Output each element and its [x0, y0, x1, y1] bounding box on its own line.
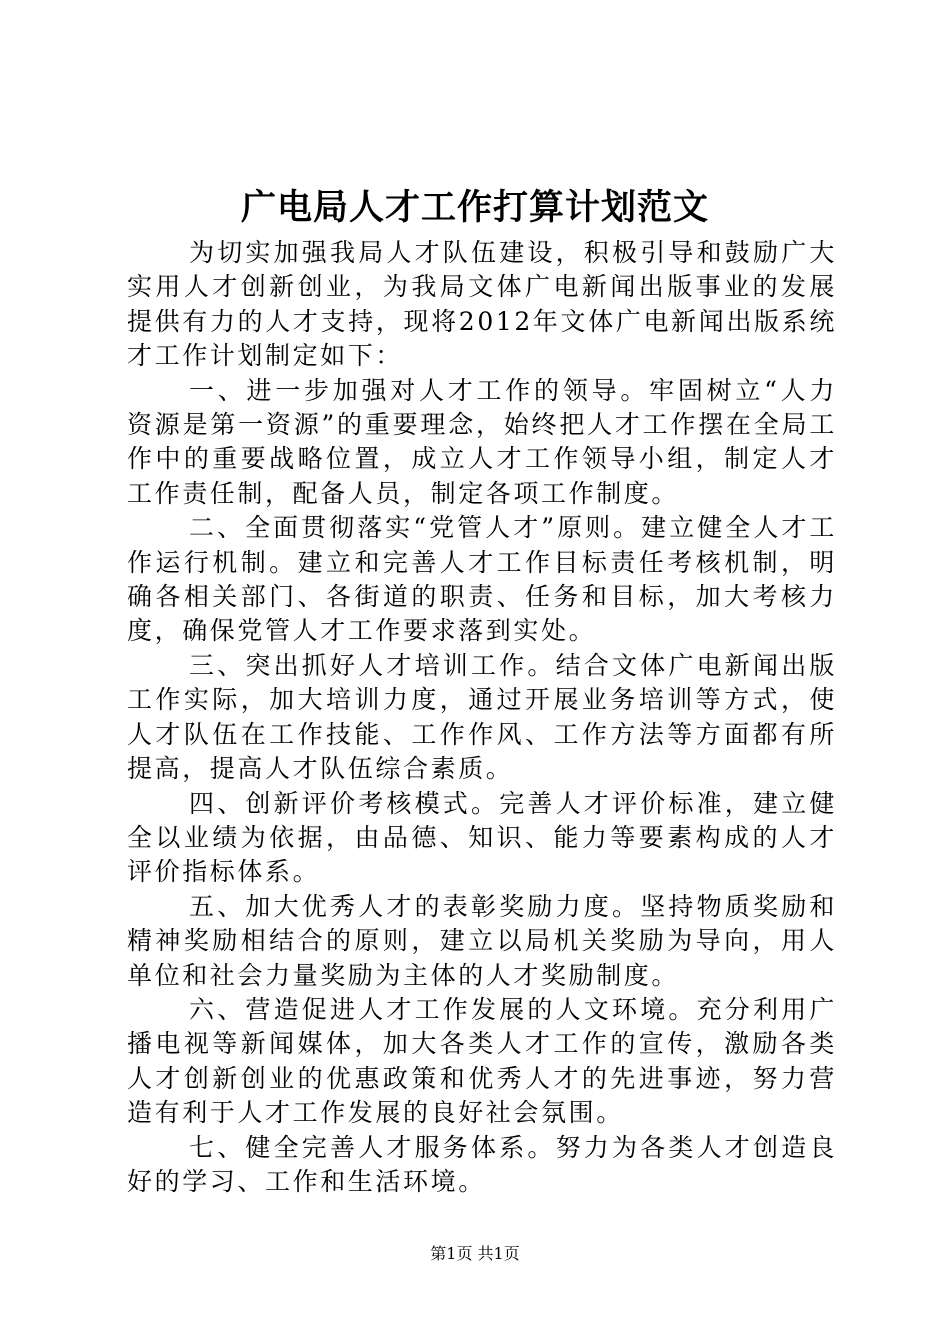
paragraph-intro: 为切实加强我局人才队伍建设，积极引导和鼓励广大实用人才创新创业，为我局文体广电新闻出版事业的发展提供有力的人才支持，现将2012年文体广电新闻出版系统才工作计划制定如下： — [127, 238, 837, 371]
paragraph-4: 四、创新评价考核模式。完善人才评价标准，建立健全以业绩为依据，由品德、知识、能力等要素构成的人才评价指标体系。 — [127, 788, 837, 887]
paragraph-2: 二、全面贯彻落实“党管人才”原则。建立健全人才工作运行机制。建立和完善人才工作目标责任考核机制，明确各相关部门、各街道的职责、任务和目标，加大考核力度，确保党管人才工作要求落到实处。 — [127, 513, 837, 646]
page-footer: 第1页 共1页 — [430, 1244, 520, 1263]
document-title: 广电局人才工作打算计划范文 — [240, 187, 709, 228]
paragraph-6: 六、营造促进人才工作发展的人文环境。充分利用广播电视等新闻媒体，加大各类人才工作的宣传，激励各类人才创新创业的优惠政策和优秀人才的先进事迹，努力营造有利于人才工作发展的良好社会氛围。 — [127, 994, 837, 1128]
document-body — [127, 236, 837, 1199]
paragraph-5: 五、加大优秀人才的表彰奖励力度。坚持物质奖励和精神奖励相结合的原则，建立以局机关奖励为导向，用人单位和社会力量奖励为主体的人才奖励制度。 — [127, 891, 837, 990]
paragraph-3: 三、突出抓好人才培训工作。结合文体广电新闻出版工作实际，加大培训力度，通过开展业务培训等方式，使人才队伍在工作技能、工作作风、工作方法等方面都有所提高，提高人才队伍综合素质。 — [127, 650, 837, 784]
paragraph-7: 七、健全完善人才服务体系。努力为各类人才创造良好的学习、工作和生活环境。 — [127, 1132, 837, 1196]
paragraph-1: 一、进一步加强对人才工作的领导。牢固树立“人力资源是第一资源”的重要理念，始终把人才工作摆在全局工作中的重要战略位置，成立人才工作领导小组，制定人才工作责任制，配备人员，制定各项工作制度。 — [127, 375, 837, 508]
